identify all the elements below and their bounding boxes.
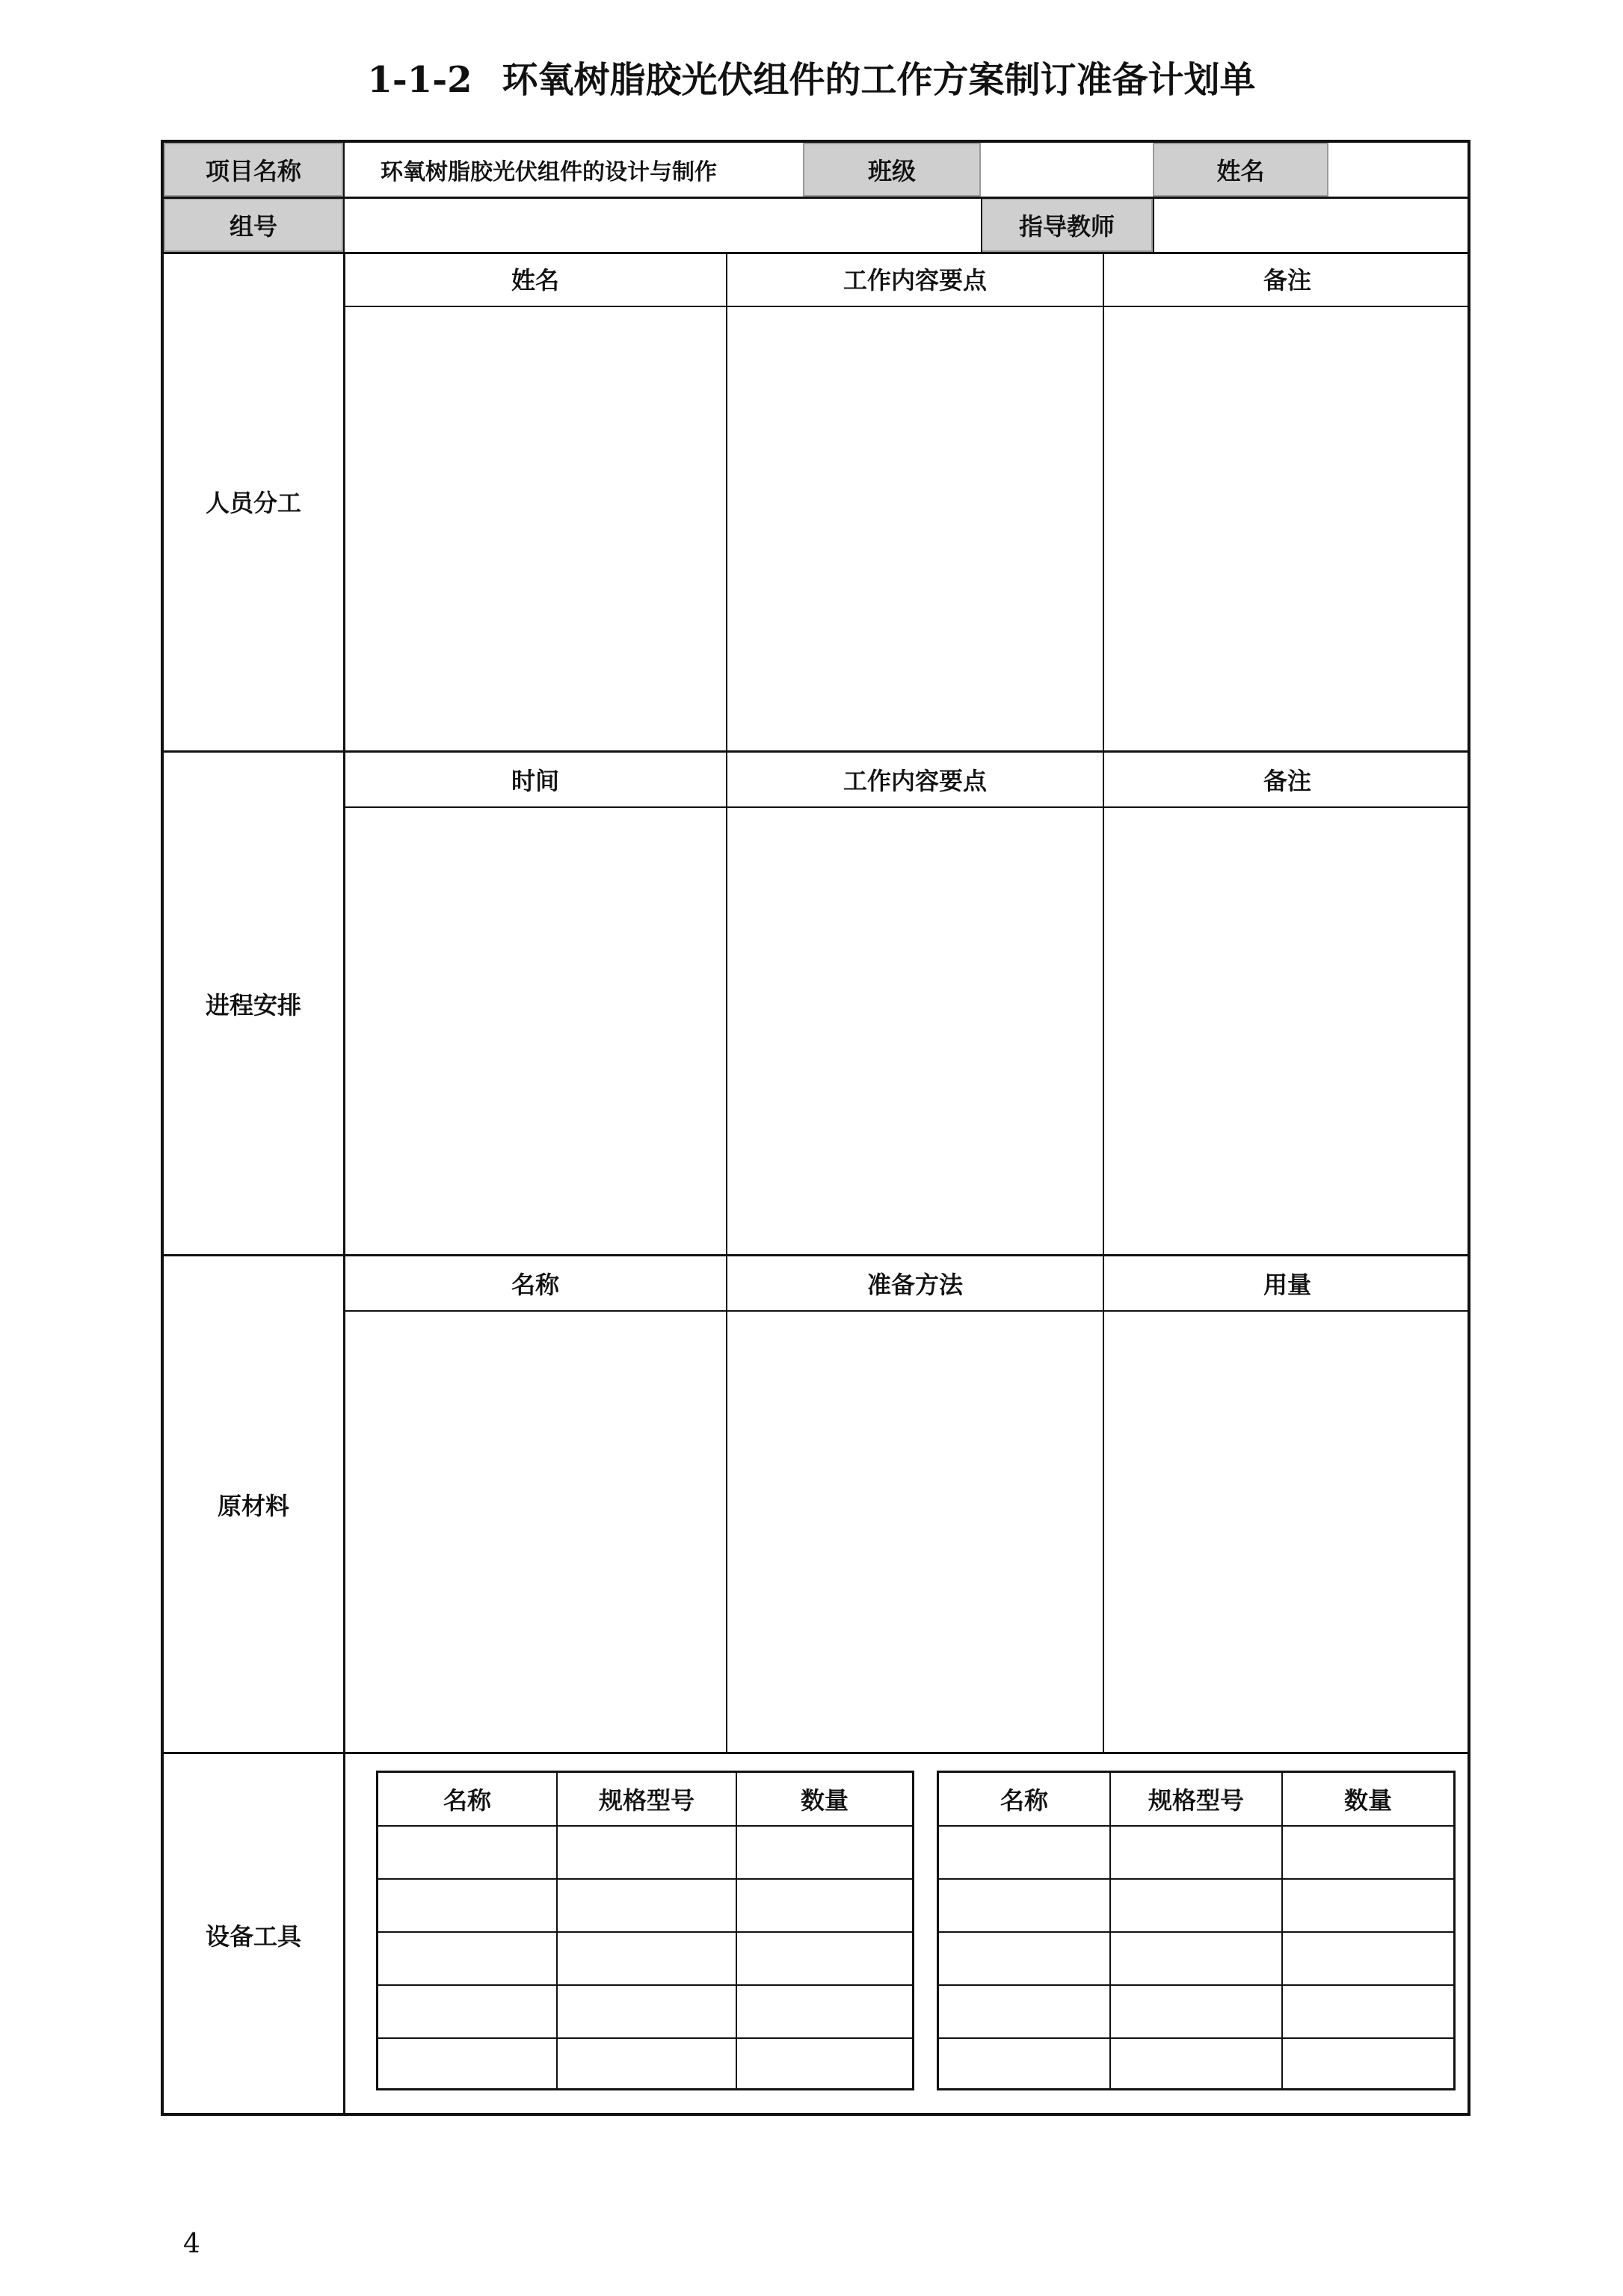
section-label-materials: 原材料 [217,1492,289,1520]
divider [345,806,1470,808]
column-header: 规格型号 [1148,1786,1244,1815]
divider [164,1752,1470,1754]
section-label-schedule: 进程安排 [205,991,301,1019]
divider [1109,1773,1111,2088]
divider [345,1310,1470,1312]
column-header: 备注 [1263,266,1311,294]
divider [1103,252,1104,751]
divider [378,1984,912,1986]
divider [345,306,1470,307]
divider [736,1773,737,2088]
column-header: 用量 [1263,1271,1311,1299]
divider [1103,1256,1104,1753]
column-header: 名称 [443,1786,491,1815]
divider [378,1931,912,1933]
group-value[interactable] [343,198,803,252]
divider [939,2037,1453,2039]
divider [1103,753,1104,1255]
divider [164,197,1470,199]
plan-form [161,140,1470,2116]
name-value[interactable] [1328,143,1470,197]
divider [378,1878,912,1880]
section-label-staffing: 人员分工 [205,489,301,517]
equipment-table-right [937,1771,1456,2090]
column-header: 工作内容要点 [843,767,987,795]
project-name-label: 项目名称 [164,143,343,197]
teacher-label: 指导教师 [981,198,1153,252]
divider [1281,1773,1283,2088]
name-label: 姓名 [1153,143,1328,197]
divider [939,1825,1453,1827]
column-header: 名称 [1000,1786,1048,1815]
teacher-value[interactable] [1153,198,1470,252]
divider [726,753,727,1255]
class-value[interactable] [981,143,1153,197]
section-label-equipment: 设备工具 [205,1922,301,1951]
column-header: 名称 [511,1271,559,1299]
divider [378,2037,912,2039]
divider [556,1773,558,2088]
column-header: 工作内容要点 [843,266,987,294]
column-header: 时间 [511,767,559,795]
equipment-table-left [376,1771,914,2090]
divider [939,1931,1453,1933]
column-header: 备注 [1263,767,1311,795]
divider [939,1878,1453,1880]
divider [343,252,345,2116]
divider [1153,198,1154,252]
title-text: 环氧树脂胶光伏组件的工作方案制订准备计划单 [502,59,1256,101]
column-header: 数量 [1343,1786,1392,1815]
project-name-value[interactable]: 环氧树脂胶光伏组件的设计与制作 [381,159,717,185]
divider [939,1984,1453,1986]
divider [726,1256,727,1753]
group-label: 组号 [164,198,343,252]
page-title [0,51,1623,102]
divider [343,143,345,252]
column-header: 姓名 [511,266,559,294]
divider [378,1825,912,1827]
page-number: 4 [183,2229,200,2259]
column-header: 数量 [800,1786,849,1815]
column-header: 准备方法 [866,1271,963,1299]
title-number: 1-1-2 [367,59,472,101]
class-label: 班级 [803,143,981,197]
divider [726,252,727,751]
divider [981,198,982,252]
column-header: 规格型号 [598,1786,695,1815]
